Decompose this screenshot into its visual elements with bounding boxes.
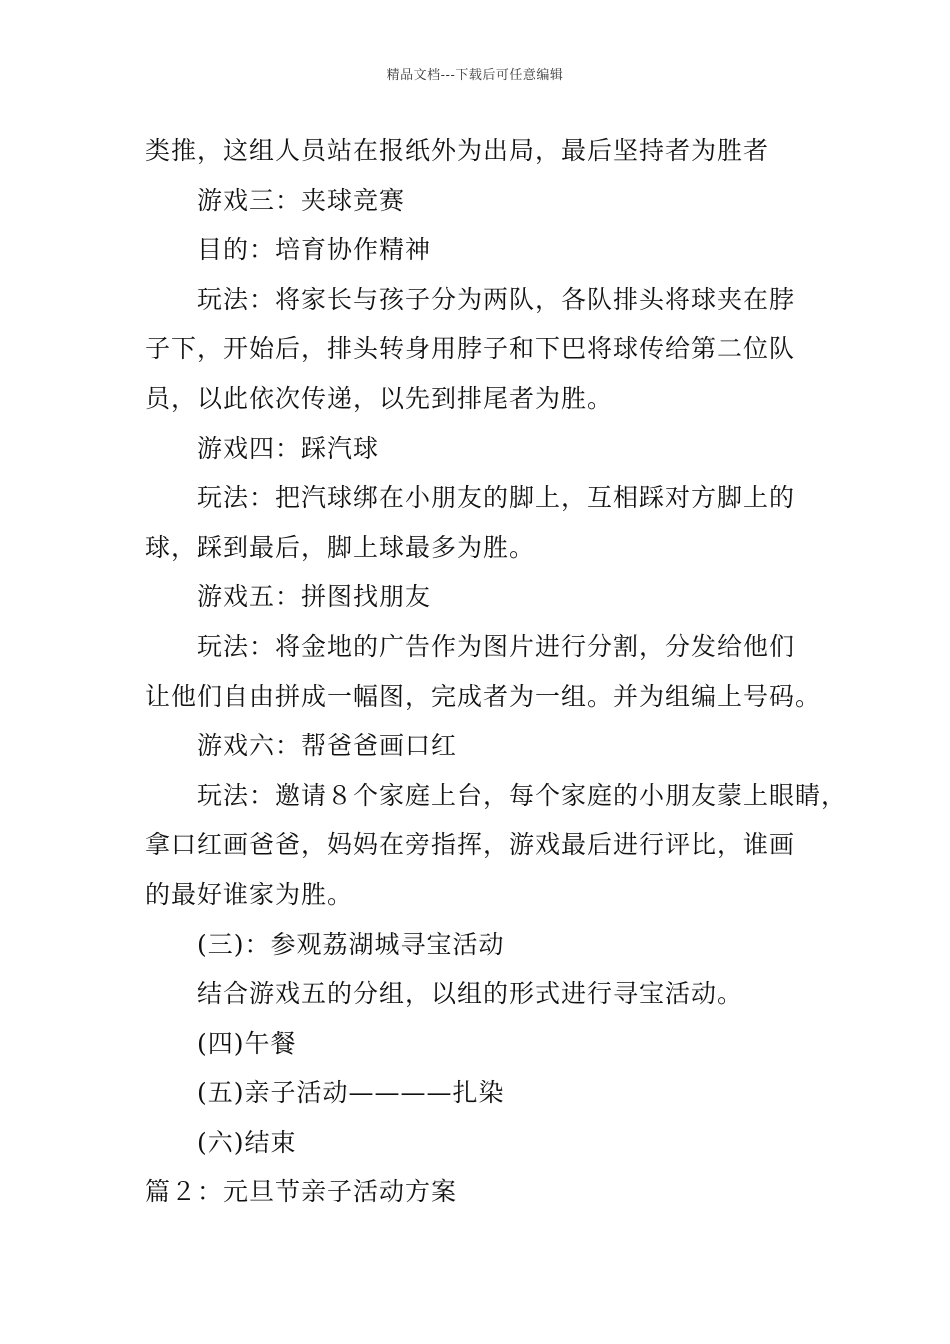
- heading-game-3: 游戏三：夹球竞赛: [197, 185, 406, 215]
- heading-game-5: 游戏五：拼图找朋友: [197, 582, 432, 612]
- document-body: [145, 126, 848, 1217]
- heading-game-6: 游戏六：帮爸爸画口红: [197, 731, 458, 761]
- text-line-rules-game-4: 玩法：把汽球绑在小朋友的脚上，互相踩对方脚上的: [197, 483, 796, 513]
- text-line-rules-game-6-cont-2: 的最好谁家为胜。: [145, 879, 354, 909]
- text-line-purpose: 目的：培育协作精神: [197, 235, 432, 265]
- page-header: 精品文档---下载后可任意编辑: [386, 68, 564, 83]
- text-line-rules-game-6: 玩法：邀请８个家庭上台，每个家庭的小朋友蒙上眼睛，: [197, 780, 848, 810]
- text-line-rules-game-5: 玩法：将金地的广告作为图片进行分割，分发给他们: [197, 631, 796, 661]
- heading-section-5: (五)亲子活动————扎染: [197, 1078, 505, 1108]
- heading-game-4: 游戏四：踩汽球: [197, 433, 380, 463]
- text-line-rules-game-6-cont-1: 拿口红画爸爸，妈妈在旁指挥，游戏最后进行评比，谁画: [145, 830, 796, 860]
- heading-part-2: 篇２：元旦节亲子活动方案: [145, 1177, 458, 1207]
- heading-section-4: (四)午餐: [197, 1028, 297, 1058]
- text-line-rules-game-4-cont: 球，踩到最后，脚上球最多为胜。: [145, 532, 536, 562]
- heading-section-3: (三)：参观荔湖城寻宝活动: [197, 929, 505, 959]
- text-line-section-3: 结合游戏五的分组，以组的形式进行寻宝活动。: [197, 979, 744, 1009]
- heading-section-6: (六)结束: [197, 1127, 297, 1157]
- text-line-rules-game-3-cont-2: 员，以此依次传递，以先到排尾者为胜。: [145, 383, 614, 413]
- text-line-rules-game-5-cont: 让他们自由拼成一幅图，完成者为一组。并为组编上号码。: [145, 681, 822, 711]
- text-line-continuation: 类推，这组人员站在报纸外为出局，最后坚持者为胜者: [145, 136, 770, 165]
- text-line-rules-game-3-cont-1: 子下，开始后，排头转身用脖子和下巴将球传给第二位队: [145, 334, 796, 364]
- text-line-rules-game-3: 玩法：将家长与孩子分为两队，各队排头将球夹在脖: [197, 284, 796, 314]
